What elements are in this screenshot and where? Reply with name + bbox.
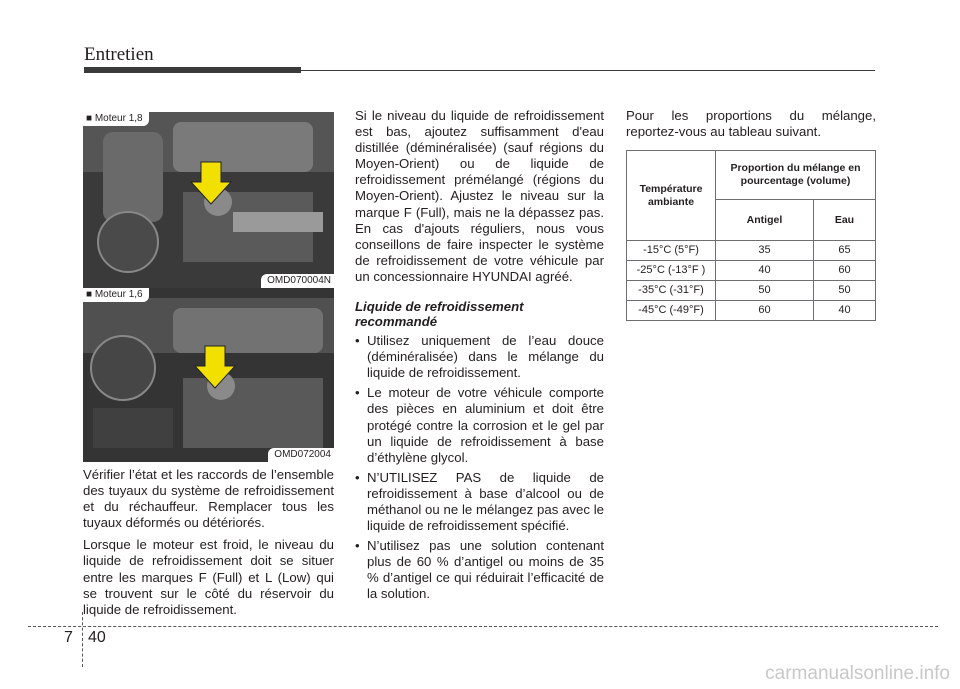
list-item: • N’UTILISEZ PAS de liquide de refroidissement à base d’alcool ou de méthanol ou ne le mélangez pas avec le liquide de refroidissement spécifié.: [355, 470, 604, 534]
cell-antigel: 50: [716, 281, 814, 301]
engine-illustration: [83, 288, 334, 462]
engine-photo-1-6: [83, 288, 334, 462]
cell-temp: -35°C (-31°F): [627, 281, 716, 301]
cell-eau: 60: [813, 261, 875, 281]
photo-caption: ■ Moteur 1,6: [83, 288, 149, 302]
chapter-number: 7: [64, 629, 73, 646]
cell-eau: 50: [813, 281, 875, 301]
header-rule-thin: [301, 70, 875, 71]
header-antigel: Antigel: [716, 200, 814, 241]
cell-temp: -25°C (-13°F ): [627, 261, 716, 281]
photo-code: OMD072004: [268, 448, 334, 462]
list-item: • Le moteur de votre véhicule comporte des pièces en aluminium et doit être protégé contre la corrosion et le gel par un liquide de refroidissement à base d’éthylène glycol.: [355, 385, 604, 465]
header-eau: Eau: [813, 200, 875, 241]
middle-column: [355, 108, 604, 607]
cell-antigel: 60: [716, 301, 814, 321]
engine-photo-1-8: [83, 112, 334, 288]
table-row: [627, 301, 876, 321]
table-row: [627, 281, 876, 301]
header-proportion: Proportion du mélange en pourcentage (volume): [716, 151, 876, 200]
section-heading: Liquide de refroidissement recommandé: [355, 299, 524, 330]
table-row: [627, 241, 876, 261]
engine-illustration: [83, 112, 334, 288]
cell-temp: -15°C (5°F): [627, 241, 716, 261]
page-title: Entretien: [84, 44, 154, 65]
footer-rule: [28, 626, 938, 627]
photo-code: OMD070004N: [261, 274, 334, 288]
header-temperature: Température ambiante: [627, 151, 716, 241]
cell-eau: 40: [813, 301, 875, 321]
header-rule: [84, 67, 301, 73]
paragraph: Pour les proportions du mélange, reportez-vous au tableau suivant.: [626, 108, 876, 140]
list-item: • Utilisez uniquement de l’eau douce (déminéralisée) dans le mélange du liquide de refroidissement.: [355, 333, 604, 381]
paragraph: Lorsque le moteur est froid, le niveau du liquide de refroidissement doit se situer entre les marques F (Full) et L (Low) qui se trouvent sur le côté du réservoir du liquide de refroidissement.: [83, 537, 334, 617]
right-column: [626, 108, 876, 146]
bullet-list: [355, 333, 604, 603]
cell-antigel: 35: [716, 241, 814, 261]
page-number: 40: [88, 629, 106, 646]
watermark: carmanualsonline.info: [765, 663, 950, 684]
cell-antigel: 40: [716, 261, 814, 281]
left-column: [83, 467, 334, 624]
footer-divider: [82, 612, 83, 667]
mixture-table: [626, 150, 876, 321]
photo-caption: ■ Moteur 1,8: [83, 112, 149, 126]
cell-eau: 65: [813, 241, 875, 261]
list-item: • N’utilisez pas une solution contenant plus de 60 % d’antigel ou moins de 35 % d’antigel ce qui réduirait l’efficacité de la solution.: [355, 538, 604, 602]
cell-temp: -45°C (-49°F): [627, 301, 716, 321]
paragraph: Vérifier l’état et les raccords de l’ensemble des tuyaux du système de refroidissement et du réchauffeur. Remplacer tous les tuyaux déformés ou détériorés.: [83, 467, 334, 531]
table-row: [627, 261, 876, 281]
paragraph: Si le niveau du liquide de refroidissement est bas, ajoutez suffisamment d'eau distillée (déminéralisée) (sauf régions du Moyen-Orient) ou de liquide de refroidissement prémélangé (régions du Moyen-Orient). Ajustez le niveau sur la marque F (Full), mais ne la dépassez pas. En cas d'ajouts réguliers, nous vous conseillons de faire inspecter le système de refroidissement de votre véhicule par un concessionnaire HYUNDAI agréé.: [355, 108, 604, 284]
